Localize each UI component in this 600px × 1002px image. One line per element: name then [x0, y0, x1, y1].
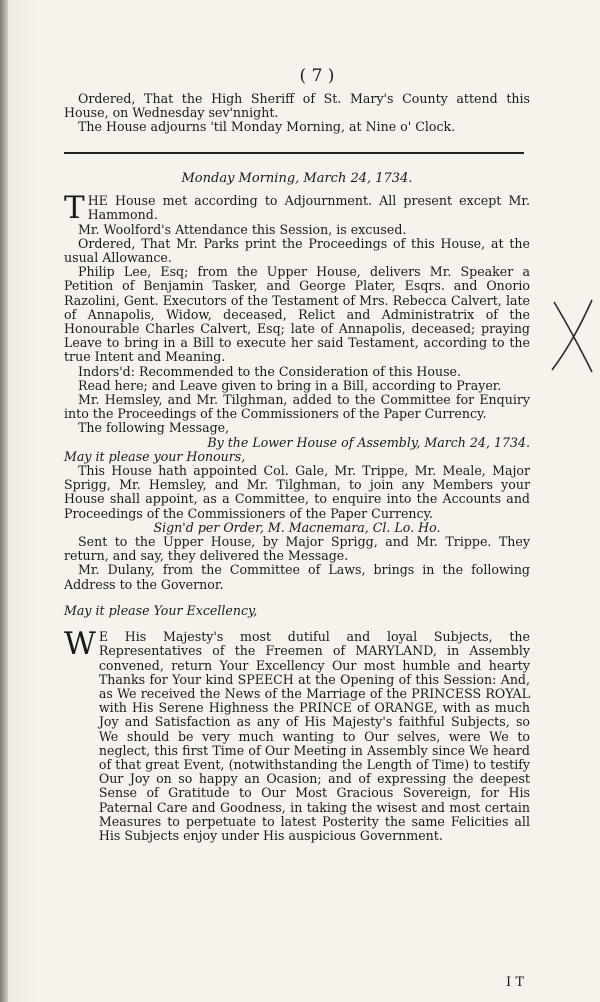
- page-number: ( 7 ): [299, 66, 335, 86]
- opening-paragraph: [64, 189, 530, 226]
- following-message: The following Message,: [78, 420, 230, 436]
- house-met: HE House met according to Adjournment. All present except Mr. Hammond.: [87, 192, 530, 222]
- drop-cap: T: [64, 189, 85, 226]
- address-salutation: May it please Your Excellency,: [64, 602, 258, 618]
- session-dateline: Monday Morning, March 24, 1734.: [181, 170, 413, 186]
- section-rule: [64, 152, 524, 154]
- drop-cap-w: W: [64, 626, 96, 663]
- read-here: Read here; and Leave given to bring in a Bill, according to Prayer.: [78, 377, 502, 393]
- message-body: This House hath appointed Col. Gale, Mr. Trippe, Mr. Meale, Major Sprigg, Mr. Hemsley, and Mr. Tilghman, to join any Members your House shall appoint, as a Committee, to enquire into the Accounts and Proceedings of the Commissioners of the Paper Currency.: [64, 463, 530, 521]
- woolford-excused: Mr. Woolford's Attendance this Session, is excused.: [78, 221, 407, 237]
- sent-upper-house: Sent to the Upper House, by Major Sprigg, and Mr. Trippe. They return, and say, they delivered the Message.: [64, 534, 530, 564]
- address-paragraph: [64, 626, 530, 843]
- committee-added: Mr. Hemsley, and Mr. Tilghman, added to the Committee for Enquiry into the Proceedings of the Commissioners of the Paper Currency.: [64, 392, 530, 422]
- order-parks-print: Ordered, That Mr. Parks print the Proceedings of this House, at the usual Allowance.: [64, 235, 530, 266]
- indorsement: Indors'd: Recommended to the Consideration of this House.: [78, 363, 462, 379]
- order-sheriff: Ordered, That the High Sheriff of St. Mary's County attend this House, on Wednesday sev'nnight.: [64, 91, 530, 121]
- adjournment: The House adjourns 'til Monday Morning, at Nine o' Clock.: [78, 119, 456, 135]
- message-heading: By the Lower House of Assembly, March 24, 1734.: [207, 434, 530, 450]
- dulany-address: Mr. Dulany, from the Committee of Laws, brings in the following Address to the Governor.: [64, 562, 530, 592]
- address-body: E His Majesty's most dutiful and loyal Subjects, the Representatives of the Freemen of MARYLAND, in Assembly convened, return Your Excellency Our most humble and hearty Thanks for Your kind SPEECH at the Opening of this Session: And, as We received the News of the Marriage of the PRINCESS ROYAL with His Serene Highness the PRINCE of ORANGE, with as much Joy and Satisfaction as any of His Majesty's faithful Subjects, so We should be very much wanting to Our selves, were We to neglect, this first Time of Our Meeting in Assembly since We heard of that great Event, (notwithstanding the Length of Time) to testify Our Joy on so happy an Ocasion; and of expressing the deepest Sense of Gratitude to Our Most Gracious Sovereign, for His Paternal Care and Goodness, in taking the wisest and most certain Measures to perpetuate to latest Posterity the same Felicities all His Subjects enjoy under His auspicious Government.: [98, 629, 530, 843]
- catchword: I T: [506, 975, 524, 990]
- message-salutation: May it please your Honours,: [64, 448, 246, 464]
- message-signature: Sign'd per Order, M. Macnemara, Cl. Lo. Ho.: [153, 519, 441, 535]
- handwritten-x-mark: [548, 298, 596, 376]
- page-edge-shadow: [0, 0, 8, 1002]
- petition-lee: Philip Lee, Esq; from the Upper House, delivers Mr. Speaker a Petition of Benjamin Tasker, and George Plater, Esqrs. and Onorio Razolini, Gent. Executors of the Testament of Mrs. Rebecca Calvert, late of Annapolis, Widow, deceased, Relict and Administratrix of the Honourable Charles Calvert, Esq; late of Annapolis, deceased; praying Leave to bring in a Bill to execute her said Testament, according to the true Intent and Meaning.: [64, 264, 530, 365]
